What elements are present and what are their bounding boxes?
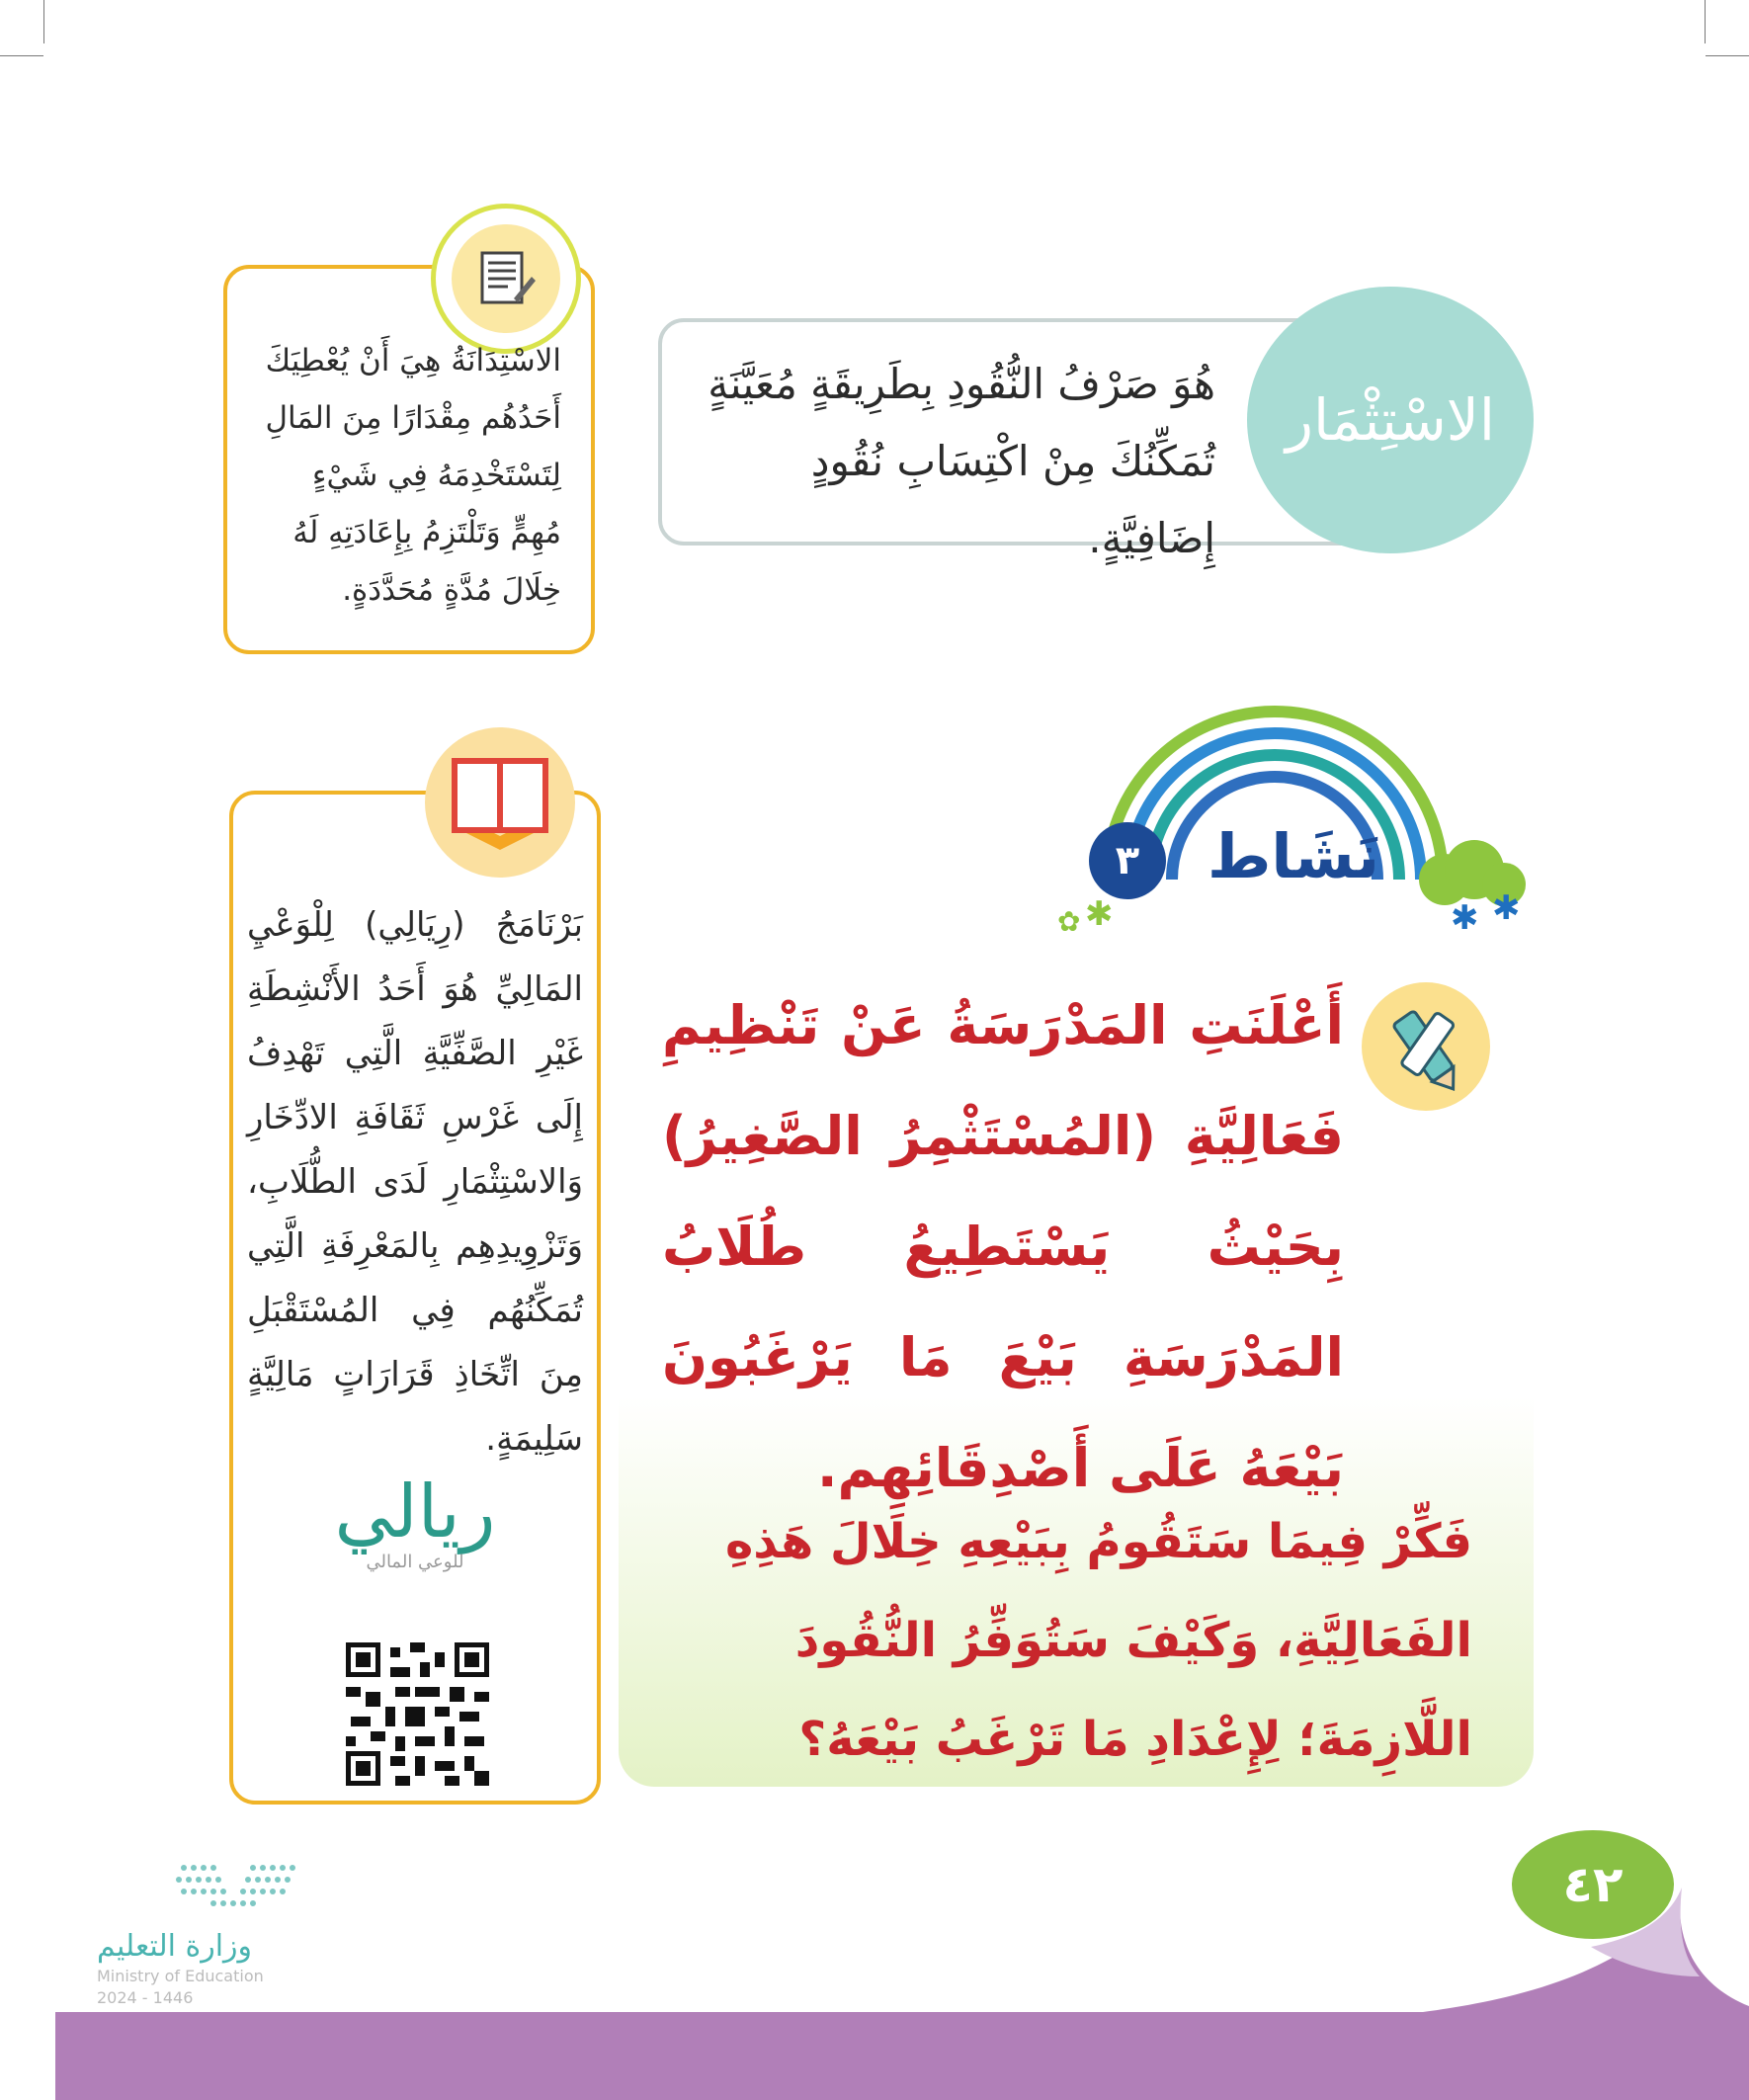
program-note-text: بَرْنَامَجُ (رِيَالِي) لِلْوَعْيِ المَالِيِّ هُوَ أَحَدُ الأَنْشِطَةِ غَيْرِ الصَّفِّيَّةِ الَّتِي تَهْدِفُ إِلَى غَرْسِ ثَقَافَةِ الادِّخَارِ وَالاسْتِثْمَارِ لَدَى الطُّلَابِ، وَتَزْوِيدِهِم بِالمَعْرِفَةِ الَّتِي تُمَكِّنُهُم فِي المُسْتَقْبَلِ مِنَ اتِّخَاذِ قَرَارَاتٍ مَالِيَّةٍ سَلِيمَةٍ. [247, 905, 583, 1459]
riyali-logo-title: ريالي [334, 1470, 496, 1554]
rainbow-icon [1047, 682, 1541, 939]
riyali-logo-subtitle: للوعي المالي [366, 1552, 464, 1572]
riyali-logo [316, 1472, 514, 1572]
footer-bar [55, 2012, 1749, 2100]
definition-text: هُوَ صَرْفُ النُّقُودِ بِطَرِيقَةٍ مُعَيَّنَةٍ تُمَكِّنُكَ مِنْ اكْتِسَابِ نُقُودٍ إِضَافِيَّةٍ. [708, 360, 1215, 562]
crop-mark [1705, 0, 1706, 43]
loan-note-text: الاسْتِدَانَةُ هِيَ أَنْ يُعْطِيَكَ أَحَدُهُم مِقْدَارًا مِنَ المَالِ لِتَسْتَخْدِمَهُ فِي شَيْءٍ مُهِمٍّ وَتَلْتَزِمُ بِإِعَادَتِهِ لَهُ خِلَالَ مُدَّةٍ مُحَدَّدَةٍ. [265, 343, 561, 608]
ministry-name-ar: وزارة التعليم [97, 1929, 253, 1964]
activity-number: ٣ [1089, 822, 1166, 899]
crop-mark [43, 0, 44, 43]
page-number: ٤٢ [1512, 1830, 1674, 1939]
notes-icon [452, 224, 560, 333]
svg-text:✱: ✱ [1492, 888, 1521, 928]
activity-text: أَعْلَنَتِ المَدْرَسَةُ عَنْ تَنْظِيمِ فَعَالِيَّةِ (المُسْتَثْمِرُ الصَّغِيرُ) بِحَيْثُ يَسْتَطِيعُ طُلَابُ المَدْرَسَةِ بَيْعَ مَا يَرْغَبُونَ بَيْعَهُ عَلَى أَصْدِقَائِهِم. [662, 994, 1344, 1499]
svg-text:✱: ✱ [1451, 898, 1479, 938]
definition-term-badge [1247, 287, 1534, 553]
book-icon [425, 727, 575, 878]
ministry-name-en: Ministry of Education [97, 1967, 264, 1985]
qr-code[interactable] [346, 1642, 489, 1786]
ministry-year: 2024 - 1446 [97, 1988, 194, 2007]
crop-mark [0, 55, 43, 56]
definition-term: الاسْتِثْمَار [1285, 386, 1495, 454]
svg-text:✱: ✱ [1085, 894, 1114, 934]
pencil-eraser-icon [1362, 982, 1490, 1111]
svg-text:✿: ✿ [1057, 905, 1081, 938]
activity-title: نَشَاط [1208, 820, 1380, 892]
activity-question: فَكِّرْ فِيمَا سَتَقُومُ بِبَيْعِهِ خِلَالَ هَذِهِ الفَعَالِيَّةِ، وَكَيْفَ سَتُوَفِّرُ النُّقُودَ اللَّازِمَةَ؛ لِإِعْدَادِ مَا تَرْغَبُ بَيْعَهُ؟ [724, 1514, 1472, 1767]
crop-mark [1706, 55, 1749, 56]
